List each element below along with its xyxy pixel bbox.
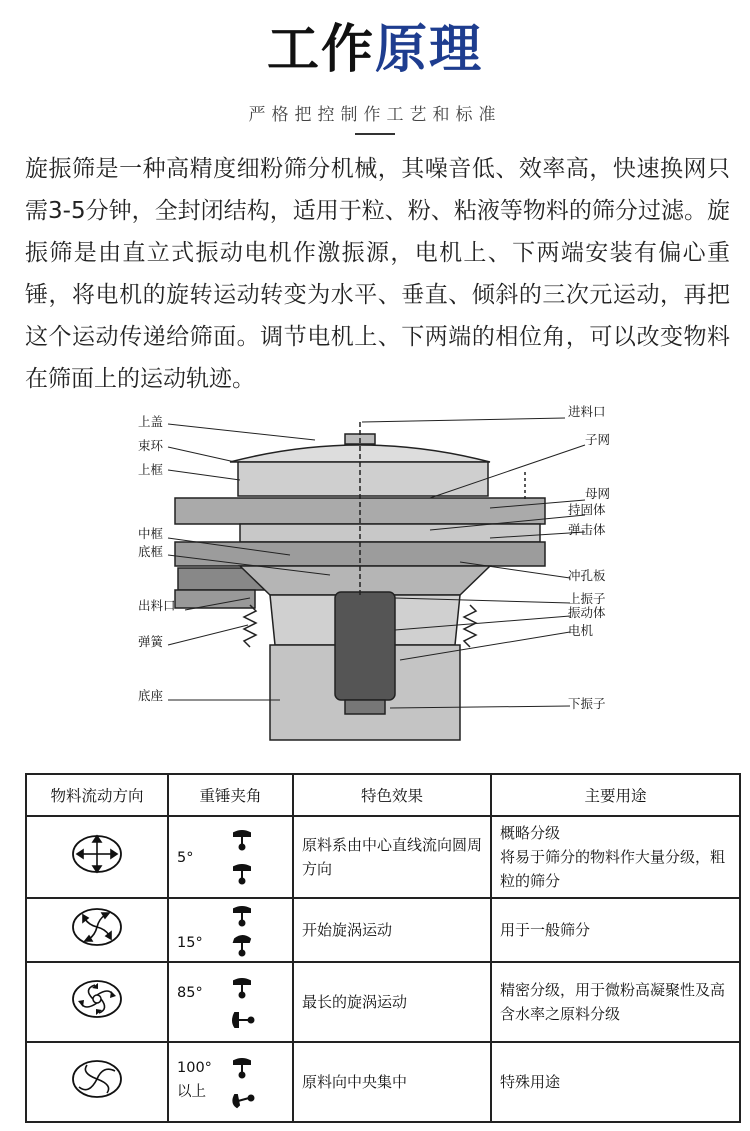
- label-jinliaokou: 进料口: [568, 404, 606, 419]
- header-flow-direction: 物料流动方向: [26, 774, 168, 816]
- effect-cell: 原料系由中心直线流向圆周方向: [293, 816, 491, 898]
- label-chiguti: 持固体: [568, 502, 606, 517]
- usage-detail: 将易于筛分的物料作大量分级，粗粒的筛分: [500, 848, 726, 890]
- slight-vortex-icon: [69, 905, 125, 949]
- angle-value: 85°: [177, 984, 203, 1001]
- long-vortex-icon: [69, 977, 125, 1021]
- radial-flow-icon: [69, 832, 125, 876]
- header-effect: 特色效果: [293, 774, 491, 816]
- angle-value: 100°: [177, 1060, 212, 1076]
- label-chongkongban: 冲孔板: [568, 568, 606, 583]
- header-weight-angle: 重锤夹角: [168, 774, 293, 816]
- label-shangzhenzi: 上振子: [568, 591, 606, 606]
- hammer-angle-icon: [231, 1057, 255, 1115]
- feature-table: [25, 773, 741, 1123]
- hammer-angle-icon: [231, 905, 253, 959]
- label-zhongkuang: 中框: [138, 526, 164, 541]
- machine-drawing: [175, 422, 545, 740]
- center-converge-icon: [69, 1057, 125, 1101]
- table-row: [26, 1042, 740, 1122]
- table-row: [26, 962, 740, 1042]
- label-tanjiti: 弹击体: [568, 522, 606, 537]
- label-shuhuan: 束环: [138, 438, 164, 453]
- usage-title: 用于一般筛分: [500, 921, 591, 939]
- label-muwang: 母网: [585, 486, 611, 501]
- table-row: [26, 898, 740, 962]
- label-shangkuang: 上框: [138, 462, 164, 477]
- effect-cell: 原料向中央集中: [293, 1042, 491, 1122]
- machine-diagram: [130, 400, 630, 745]
- diagram-labels-right: [568, 404, 610, 711]
- label-chuliaokou: 出料口: [138, 598, 176, 613]
- intro-paragraph: 旋振筛是一种高精度细粉筛分机械，其噪音低、效率高，快速换网只需3-5分钟，全封闭结构，适用于粒、粉、粘液等物料的筛分过滤。旋振筛是由直立式振动电机作激振源，电机上、下两端安装有偏心重锤，将电机的旋转运动转变为水平、垂直、倾斜的三次元运动，再把这个运动传递给筛面。调节电机上、下两端的相位角，可以改变物料在筛面上的运动轨迹。: [25, 156, 730, 392]
- diagram-labels-left: [138, 414, 176, 703]
- usage-title: 特殊用途: [500, 1073, 561, 1091]
- hammer-angle-icon: [231, 829, 253, 887]
- table-row: [26, 816, 740, 898]
- label-dizuo: 底座: [138, 688, 164, 703]
- effect-cell: 开始旋涡运动: [293, 898, 491, 962]
- page-subtitle: 严格把控制作工艺和标准: [248, 105, 502, 125]
- effect-cell: 最长的旋涡运动: [293, 962, 491, 1042]
- label-dianji: 电机: [568, 623, 594, 638]
- label-dikuang: 底框: [138, 544, 164, 559]
- title-divider: [355, 133, 395, 135]
- angle-value: 15°: [177, 934, 203, 951]
- table-header-row: [26, 774, 740, 816]
- label-ziwang: 子网: [585, 432, 611, 447]
- hammer-angle-icon: [231, 977, 255, 1035]
- label-xiazhenzi: 下振子: [568, 696, 606, 711]
- label-shanggai: 上盖: [138, 414, 164, 429]
- usage-title: 概略分级: [500, 824, 561, 842]
- angle-value-suffix: 以上: [177, 1084, 206, 1100]
- page-title: 工作原理: [266, 20, 484, 80]
- usage-title: 精密分级，用于微粉高凝聚性及高含水率之原料分级: [500, 981, 726, 1023]
- header-usage: 主要用途: [491, 774, 740, 816]
- label-zhendongti: 振动体: [568, 605, 606, 620]
- angle-value: 5°: [177, 849, 194, 866]
- label-tanhuang: 弹簧: [138, 634, 164, 649]
